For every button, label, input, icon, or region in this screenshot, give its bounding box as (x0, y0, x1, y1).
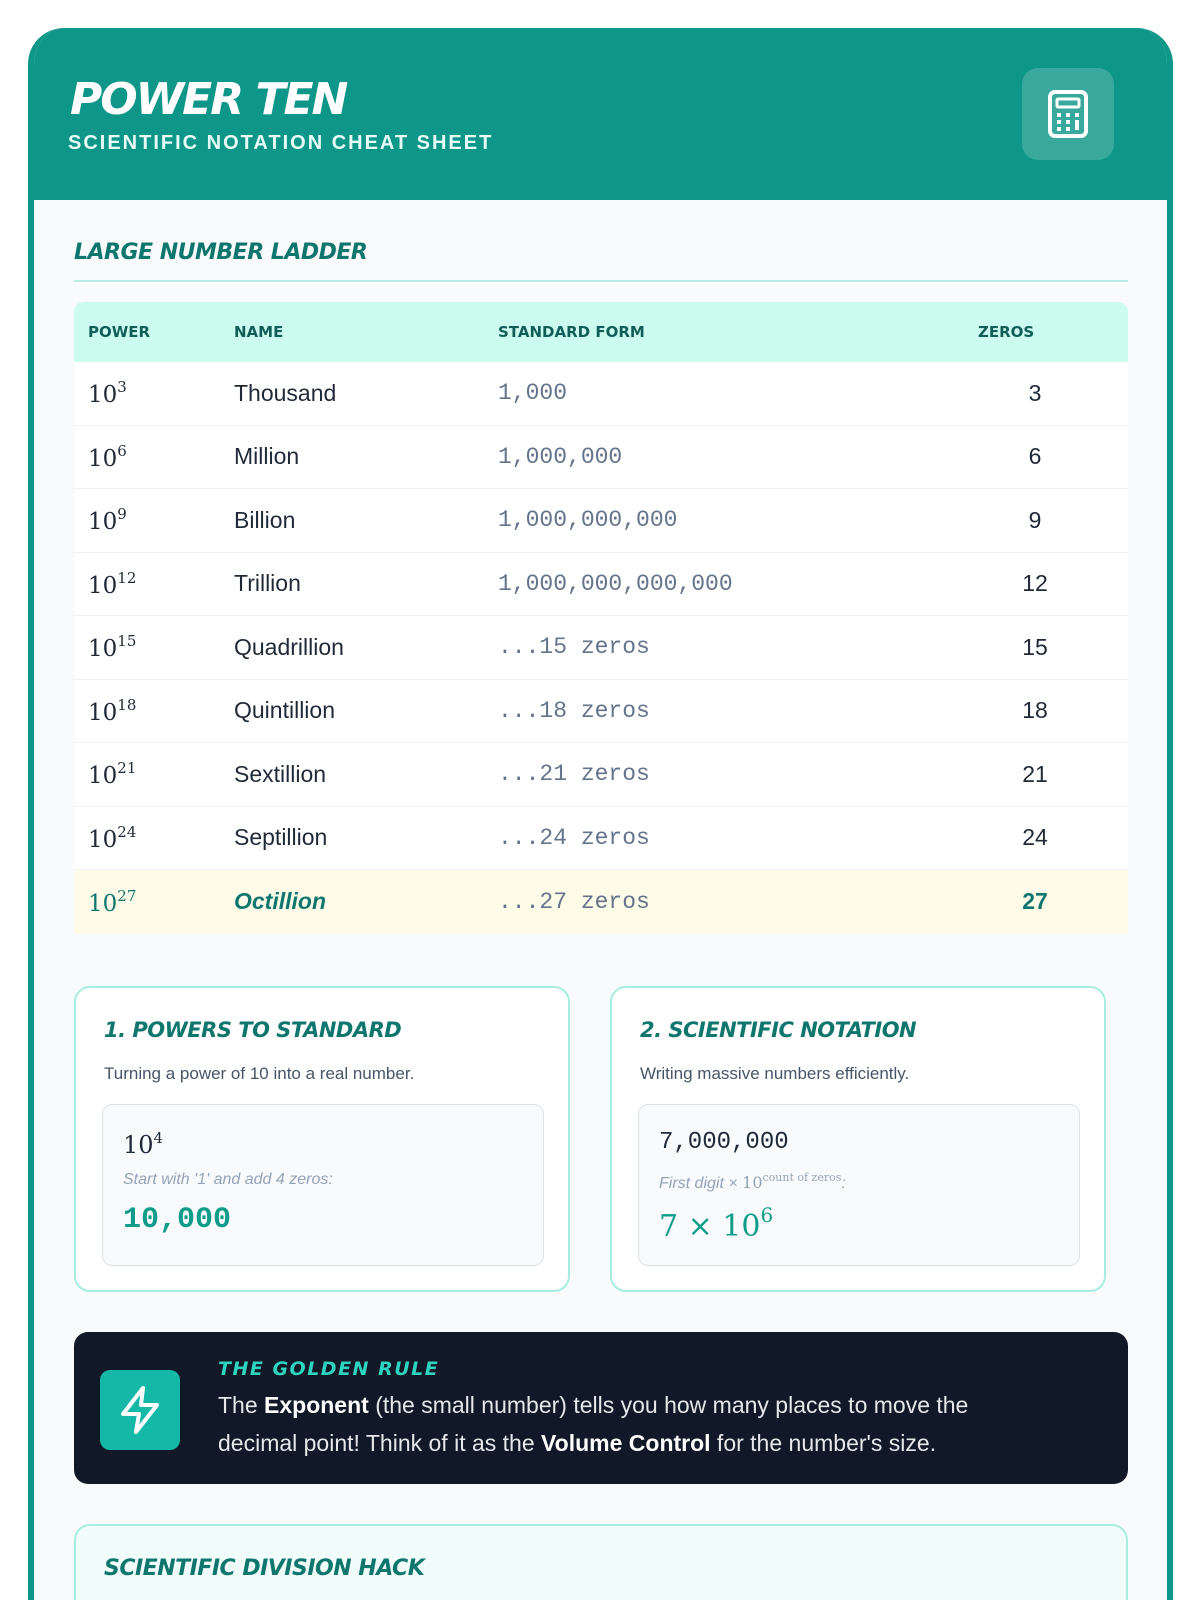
golden-rule-icon-box (100, 1370, 180, 1450)
cell-standard-form: 1,000 (498, 380, 568, 407)
table-row (74, 616, 1128, 680)
cell-power: $10^6$ (88, 441, 127, 472)
panel-title: 1. POWERS TO STANDARD (104, 1018, 402, 1042)
scientific-notation-panel (610, 986, 1106, 1292)
panel-description: Turning a power of 10 into a real number. (104, 1064, 415, 1083)
division-hack-panel (74, 1524, 1128, 1600)
golden-rule-title: THE GOLDEN RULE (218, 1358, 440, 1380)
cell-standard-form: 1,000,000,000,000 (498, 570, 733, 597)
panel-title: 2. SCIENTIFIC NOTATION (640, 1018, 917, 1042)
cell-standard-form: 1,000,000 (498, 443, 623, 470)
cell-name: Septillion (234, 824, 328, 851)
example-box (638, 1104, 1080, 1266)
ladder-table (74, 302, 1128, 934)
example-power: $10^4$ (123, 1129, 164, 1159)
cell-power: $10^9$ (88, 505, 127, 536)
cell-name: Thousand (234, 379, 337, 406)
cell-standard-form: 1,000,000,000 (498, 507, 678, 534)
table-row (74, 680, 1128, 744)
header-banner (28, 28, 1173, 200)
cell-name: Billion (234, 506, 296, 533)
column-header-standard-form: STANDARD FORM (498, 323, 645, 341)
table-row (74, 553, 1128, 617)
cell-standard-form: ...18 zeros (498, 697, 650, 724)
cheat-sheet-card (28, 28, 1173, 1600)
cell-name: Trillion (234, 570, 301, 597)
column-header-name: NAME (234, 323, 284, 341)
example-result: $7 \times 10^6$ (659, 1203, 774, 1244)
golden-rule-banner (74, 1332, 1128, 1484)
table-row (74, 870, 1128, 934)
table-row (74, 362, 1128, 426)
cell-power: $10^{18}$ (88, 695, 137, 726)
cell-zeros: 27 (1022, 888, 1048, 915)
cell-standard-form: ...21 zeros (498, 761, 650, 788)
cell-zeros: 9 (1028, 506, 1042, 533)
table-row (74, 807, 1128, 871)
cell-power: $10^{27}$ (88, 886, 137, 917)
cell-standard-form: ...24 zeros (498, 824, 650, 851)
header-subtitle: SCIENTIFIC NOTATION CHEAT SHEET (68, 132, 494, 154)
table-header (74, 302, 1128, 362)
cell-power: $10^{12}$ (88, 568, 137, 599)
ladder-section-title: LARGE NUMBER LADDER (74, 240, 368, 265)
example-box (102, 1104, 544, 1266)
powers-to-standard-panel (74, 986, 570, 1292)
cell-name: Quintillion (234, 697, 335, 724)
cell-zeros: 24 (1022, 824, 1048, 851)
lightning-bolt-icon (117, 1385, 163, 1435)
cell-power: $10^{15}$ (88, 632, 137, 663)
golden-rule-text: The Exponent (the small number) tells you how many places to move the decimal point! Think of it as the Volume Control for the number's size. (218, 1392, 969, 1456)
column-header-power: POWER (88, 323, 151, 341)
table-row (74, 426, 1128, 490)
calculator-icon (1047, 89, 1089, 139)
cell-zeros: 21 (1022, 760, 1048, 787)
table-row (74, 743, 1128, 807)
cell-zeros: 18 (1022, 697, 1048, 724)
panel-description: Writing massive numbers efficiently. (640, 1064, 910, 1083)
cell-zeros: 6 (1028, 443, 1042, 470)
column-header-zeros: ZEROS (978, 323, 1035, 341)
example-result: 10,000 (123, 1203, 232, 1237)
cell-name: Million (234, 443, 300, 470)
example-hint: First digit × $10^{count of zeros}$: (659, 1171, 846, 1192)
table-row (74, 489, 1128, 553)
example-hint: Start with '1' and add 4 zeros: (123, 1171, 333, 1188)
cell-power: $10^3$ (88, 378, 127, 409)
cell-name: Sextillion (234, 760, 327, 787)
section-divider (74, 280, 1128, 282)
brand-title: POWER TEN (70, 74, 347, 125)
calculator-button[interactable] (1022, 68, 1114, 160)
cell-name: Octillion (234, 888, 326, 915)
cell-standard-form: ...15 zeros (498, 634, 650, 661)
cell-power: $10^{21}$ (88, 759, 137, 790)
cell-power: $10^{24}$ (88, 822, 137, 853)
example-number: 7,000,000 (659, 1129, 789, 1156)
cell-standard-form: ...27 zeros (498, 888, 650, 915)
cell-zeros: 3 (1028, 379, 1042, 406)
cell-zeros: 15 (1022, 633, 1048, 660)
cell-zeros: 12 (1022, 570, 1048, 597)
division-hack-title: SCIENTIFIC DIVISION HACK (104, 1556, 425, 1581)
cell-name: Quadrillion (234, 633, 344, 660)
